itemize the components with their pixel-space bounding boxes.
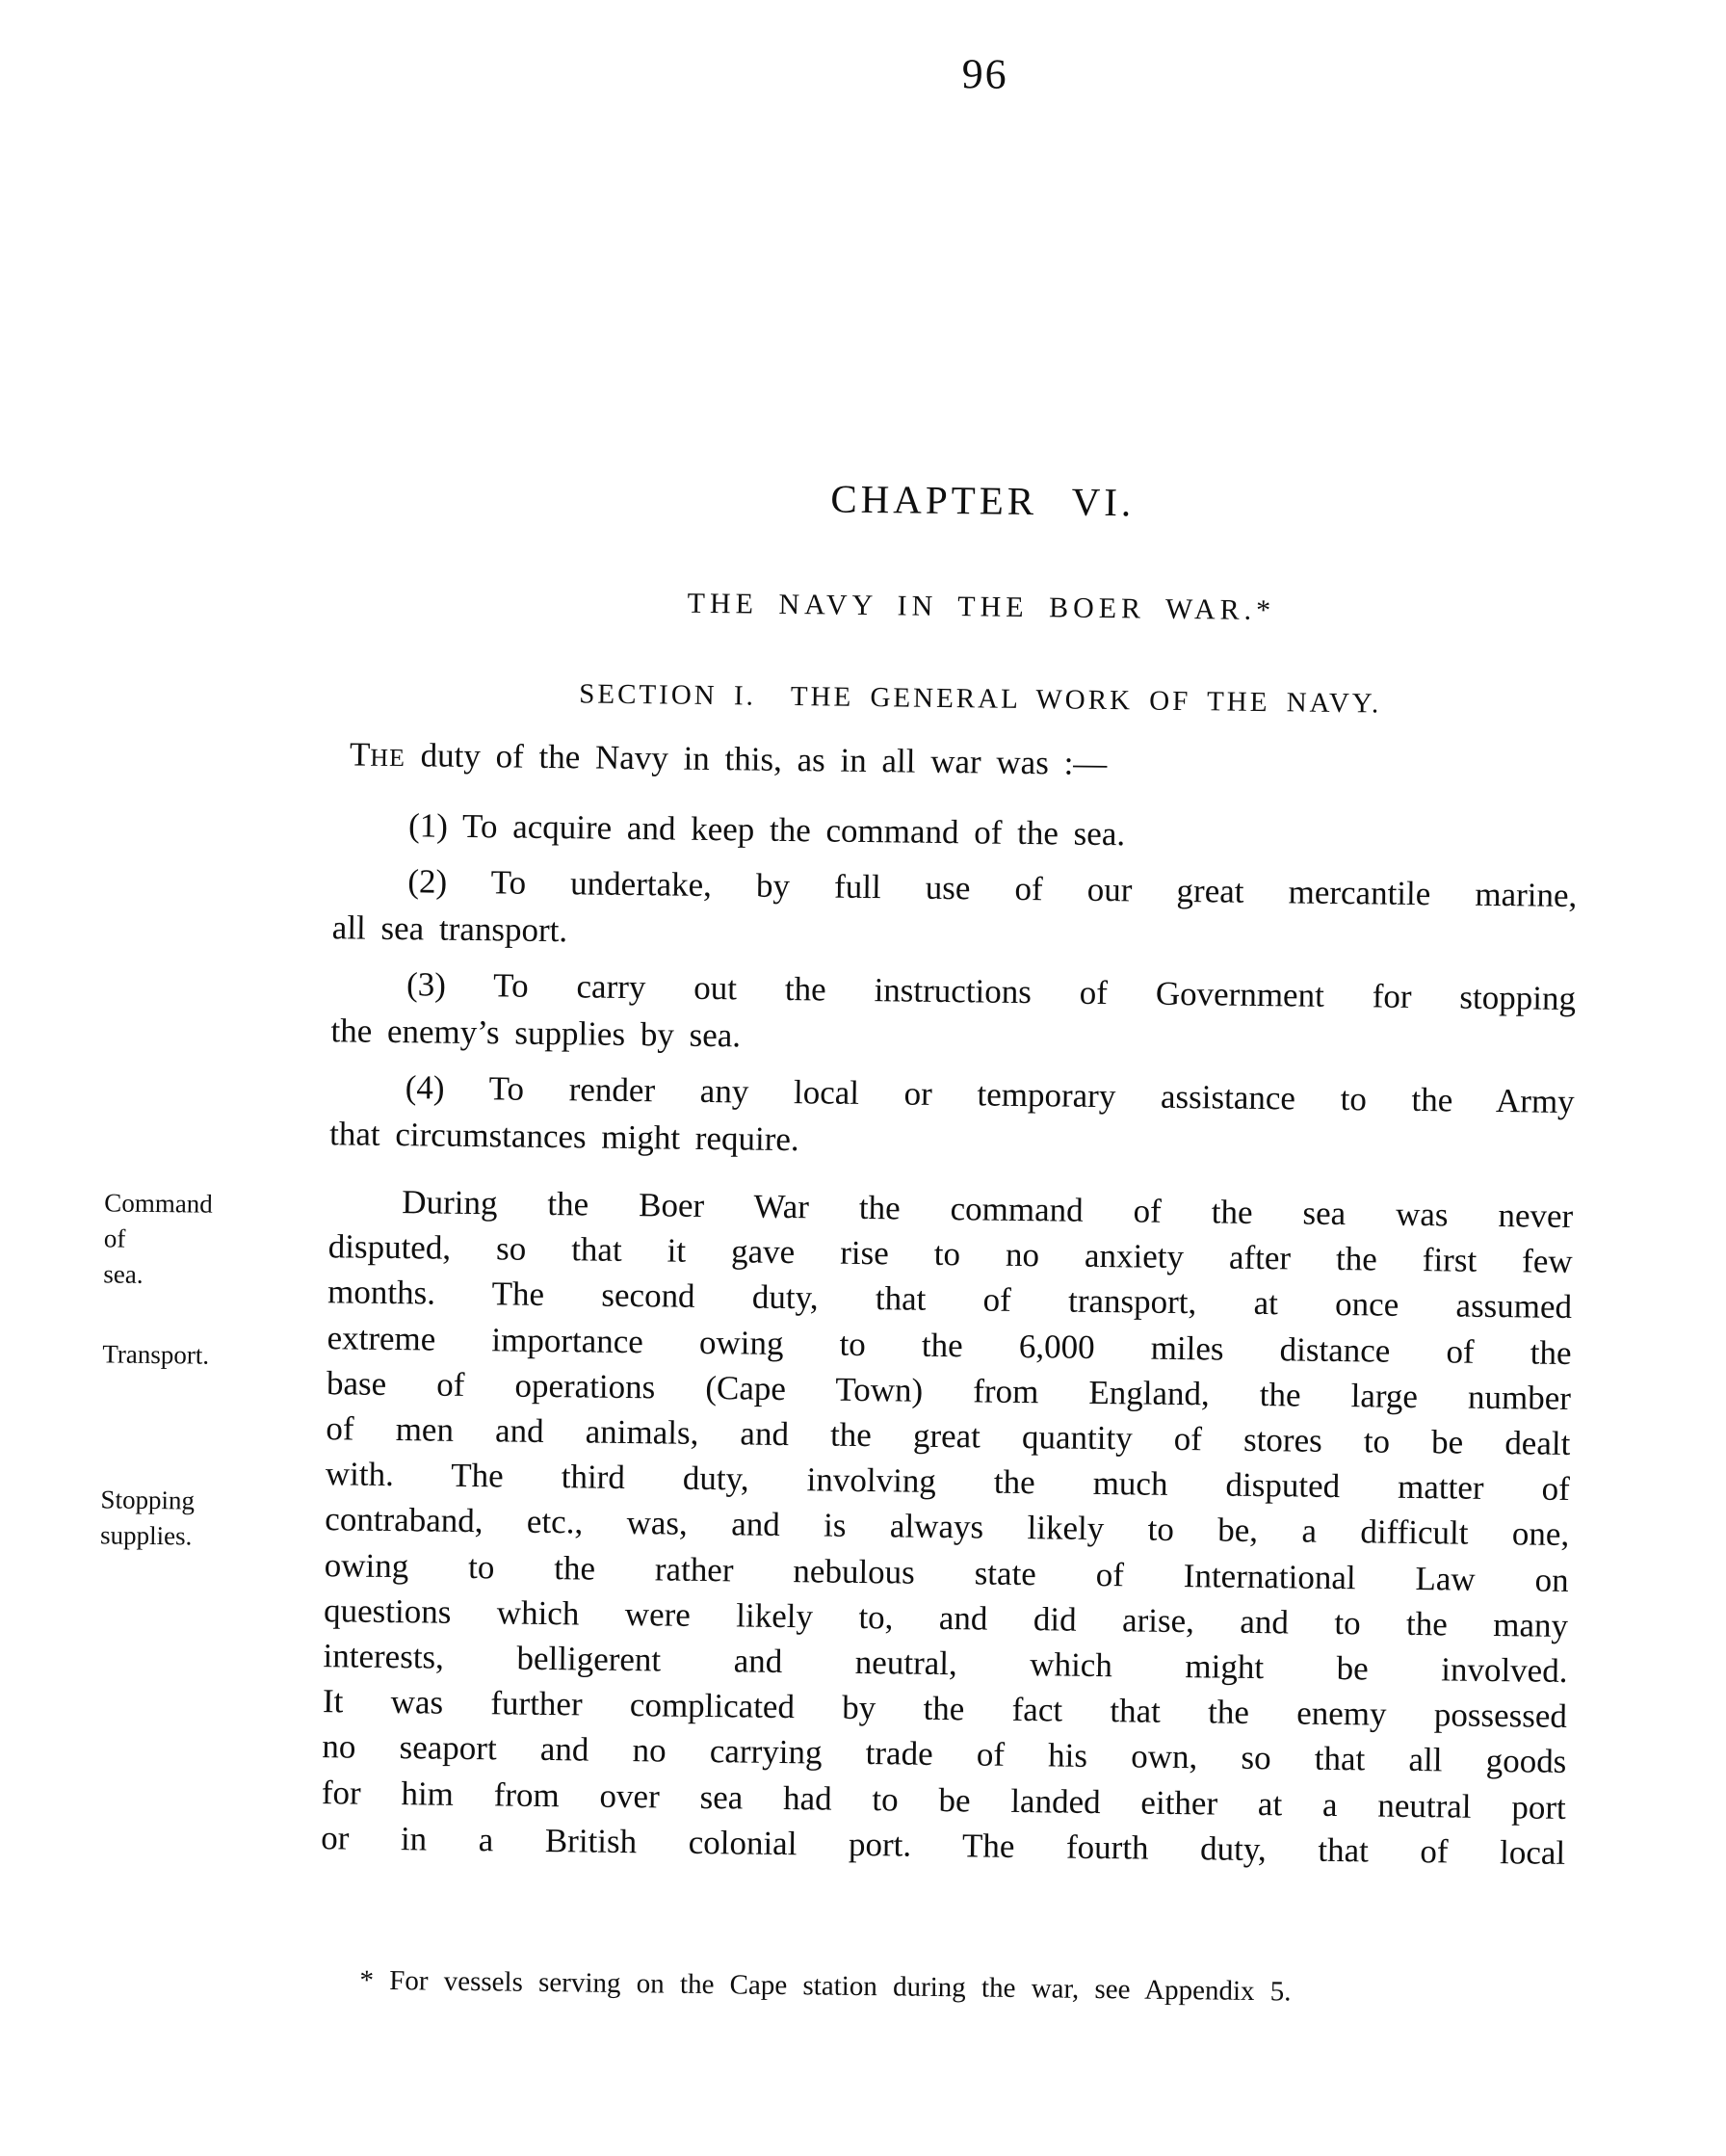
margin-note-line: Stopping (100, 1485, 196, 1515)
paragraph-line: base of operations (Cape Town) from England, the large number (326, 1363, 1572, 1417)
paragraph-line: with. The third duty, involving the much disputed matter of (325, 1455, 1571, 1509)
margin-note-line: of (103, 1223, 126, 1253)
section-heading (354, 675, 1607, 723)
intro-lead-capital: T (349, 735, 371, 774)
duty-line: all sea transport. (331, 908, 568, 950)
margin-note-transport (102, 1336, 319, 1375)
paragraph-line: disputed, so that it gave rise to no anxiety after the first few (327, 1227, 1573, 1281)
paragraph-line: interests, belligerent and neutral, which might be involved. (323, 1637, 1568, 1690)
duty-list (329, 801, 1578, 1172)
paragraph-line: During the Boer War the command of the sea was never (402, 1183, 1574, 1235)
duty-item-3 (330, 960, 1576, 1069)
duty-line: (1) To acquire and keep the command of the sea. (407, 806, 1126, 854)
paragraph-line: extreme importance owing to the 6,000 miles distance of the (327, 1318, 1572, 1372)
intro-line (334, 731, 1595, 796)
margin-note-line: Command (104, 1188, 213, 1219)
duty-line: that circumstances might require. (328, 1115, 799, 1159)
page-number: 96 (961, 50, 1008, 98)
duty-line: (3) To carry out the instructions of Government for stopping (405, 965, 1577, 1017)
duty-line: the enemy’s supplies by sea. (330, 1012, 742, 1055)
body-paragraph (321, 1178, 1574, 1876)
paragraph-line: months. The second duty, that of transport, at once assumed (327, 1273, 1573, 1327)
margin-note-line: sea. (103, 1259, 144, 1289)
paragraph-line: no seaport and no carrying trade of his own, so that all goods (322, 1727, 1567, 1781)
paragraph-line: or in a British colonial port. The fourth duty, that of local (321, 1818, 1566, 1872)
margin-note-line: Transport. (102, 1339, 210, 1370)
margin-note-command-of-sea (103, 1185, 321, 1295)
paragraph-line: contraband, etc., was, and is always likely to be, a difficult one, (325, 1500, 1570, 1554)
duty-item-2 (332, 856, 1578, 966)
duty-line: (4) To render any local or temporary assistance to the Army (405, 1068, 1575, 1120)
duty-item-1 (333, 801, 1579, 863)
paragraph-line: owing to the rather nebulous state of International Law on (324, 1545, 1569, 1599)
section-title: THE GENERAL WORK OF THE NAVY. (790, 681, 1382, 720)
duty-line: (2) To undertake, by full use of our great mercantile marine, (407, 862, 1578, 915)
paragraph-line: for him from over sea had to be landed either at a neutral port (321, 1773, 1566, 1827)
margin-note-stopping-supplies (100, 1482, 318, 1556)
intro-lead-smallcaps: HE (370, 743, 406, 773)
section-label: SECTION I. (579, 678, 757, 712)
margin-note-line: supplies. (99, 1520, 193, 1551)
chapter-subtitle: THE NAVY IN THE BOER WAR.* (687, 587, 1276, 627)
paragraph-line: It was further complicated by the fact that the enemy possessed (322, 1682, 1568, 1736)
intro-text: duty of the Navy in this, as in all war was :— (405, 736, 1108, 783)
paragraph-line: questions which were likely to, and did arise, and to the many (323, 1591, 1569, 1644)
duty-item-4 (329, 1063, 1575, 1172)
footnote: * For vessels serving on the Cape station during the war, see Appendix 5. (359, 1964, 1292, 2008)
paragraph-line: of men and animals, and the great quantity of stores to be dealt (326, 1409, 1571, 1462)
chapter-title: CHAPTER VI. (830, 476, 1136, 525)
